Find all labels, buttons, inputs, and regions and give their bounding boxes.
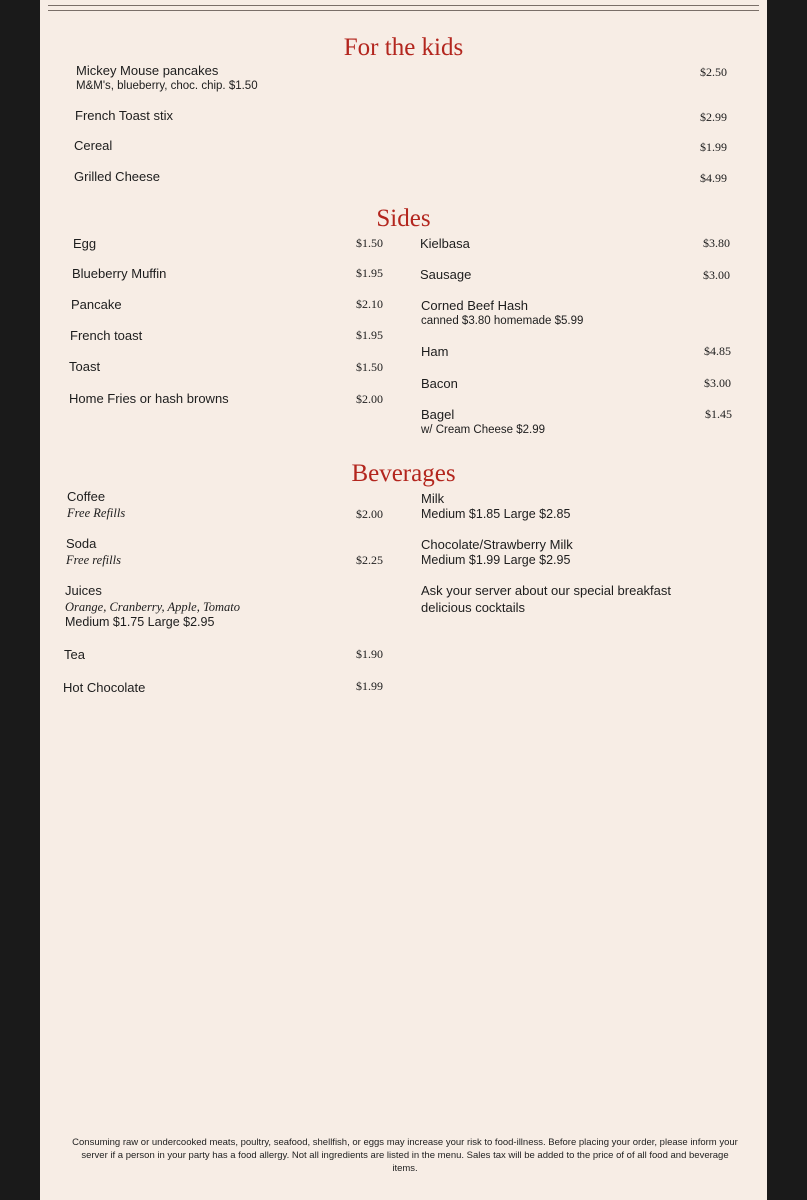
menu-item bbox=[421, 582, 671, 616]
item-name: Milk bbox=[421, 491, 445, 506]
menu-item: Blueberry Muffin bbox=[72, 266, 167, 281]
menu-item: Kielbasa bbox=[420, 236, 470, 251]
menu-item bbox=[421, 406, 545, 438]
item-name: Juices bbox=[65, 583, 102, 598]
menu-item: Toast bbox=[69, 359, 101, 374]
item-sub: Medium $1.85 Large $2.85 bbox=[421, 507, 571, 521]
sides-heading: Sides bbox=[376, 205, 431, 232]
menu-item bbox=[421, 297, 583, 329]
item-sub: Medium $1.99 Large $2.95 bbox=[421, 553, 571, 567]
item-sub: Medium $1.75 Large $2.95 bbox=[65, 615, 215, 629]
item-name: Ask your server about our special breakfast bbox=[421, 583, 672, 598]
item-note: Free Refills bbox=[67, 506, 126, 520]
item-sub: M&M's, blueberry, choc. chip. $1.50 bbox=[76, 80, 258, 92]
item-price: $2.00 bbox=[356, 507, 383, 521]
menu-item: Tea bbox=[64, 647, 85, 662]
item-price: $1.99 bbox=[700, 140, 727, 154]
menu-item bbox=[76, 62, 258, 94]
item-price: $1.45 bbox=[705, 407, 732, 421]
top-rule bbox=[48, 5, 759, 6]
allergy-disclaimer: Consuming raw or undercooked meats, poultry, seafood, shellfish, or eggs may increase your risk to food-illness. Before placing your order, please inform your server if a person in your party has a food allergy. Not all ingredients are listed in the menu. Sales tax will be added to the price of of all food and beverage items. bbox=[72, 1137, 738, 1174]
menu-item bbox=[421, 490, 570, 522]
menu-item bbox=[67, 488, 125, 521]
item-name: Mickey Mouse pancakes bbox=[76, 63, 219, 78]
item-price: $1.95 bbox=[356, 328, 383, 342]
item-sub: canned $3.80 homemade $5.99 bbox=[421, 315, 584, 327]
menu-item: Bacon bbox=[421, 376, 458, 391]
menu-item: French toast bbox=[70, 328, 143, 343]
menu-page bbox=[40, 0, 767, 1200]
item-price: $4.99 bbox=[700, 171, 727, 185]
item-price: $4.85 bbox=[704, 344, 731, 358]
item-name: Bagel bbox=[421, 407, 455, 422]
item-price: $3.80 bbox=[703, 236, 730, 250]
item-price: $2.99 bbox=[700, 110, 727, 124]
beverages-heading: Beverages bbox=[351, 460, 456, 487]
item-price: $2.25 bbox=[356, 553, 383, 567]
item-price: $1.90 bbox=[356, 647, 383, 661]
item-price: $1.99 bbox=[356, 679, 383, 693]
item-name: Soda bbox=[66, 536, 97, 551]
menu-item: Grilled Cheese bbox=[74, 169, 160, 184]
item-price: $3.00 bbox=[703, 268, 730, 282]
menu-item: Egg bbox=[73, 236, 97, 251]
item-name: Coffee bbox=[67, 489, 106, 504]
item-price: $1.95 bbox=[356, 266, 383, 280]
item-note: Free refills bbox=[66, 553, 121, 567]
menu-item: Hot Chocolate bbox=[63, 680, 146, 695]
top-rule-inner bbox=[48, 10, 759, 11]
item-name: Corned Beef Hash bbox=[421, 298, 528, 313]
menu-item bbox=[65, 582, 240, 630]
menu-item: French Toast stix bbox=[75, 108, 174, 123]
item-note: Orange, Cranberry, Apple, Tomato bbox=[65, 600, 241, 614]
menu-item: Cereal bbox=[74, 138, 113, 153]
item-price: $3.00 bbox=[704, 376, 731, 390]
menu-item bbox=[421, 536, 573, 568]
menu-item: Pancake bbox=[71, 297, 122, 312]
menu-item: Ham bbox=[421, 344, 449, 359]
item-price: $2.10 bbox=[356, 297, 383, 311]
menu-item bbox=[66, 535, 121, 568]
item-price: $1.50 bbox=[356, 360, 383, 374]
item-price: $2.00 bbox=[356, 392, 383, 406]
item-price: $2.50 bbox=[700, 65, 727, 79]
item-sub: w/ Cream Cheese $2.99 bbox=[421, 424, 546, 436]
kids-heading: For the kids bbox=[343, 34, 464, 61]
item-name: Chocolate/Strawberry Milk bbox=[421, 537, 573, 552]
item-sub: delicious cocktails bbox=[421, 600, 526, 615]
item-price: $1.50 bbox=[356, 236, 383, 250]
menu-item: Sausage bbox=[420, 267, 472, 282]
menu-item: Home Fries or hash browns bbox=[69, 391, 229, 406]
